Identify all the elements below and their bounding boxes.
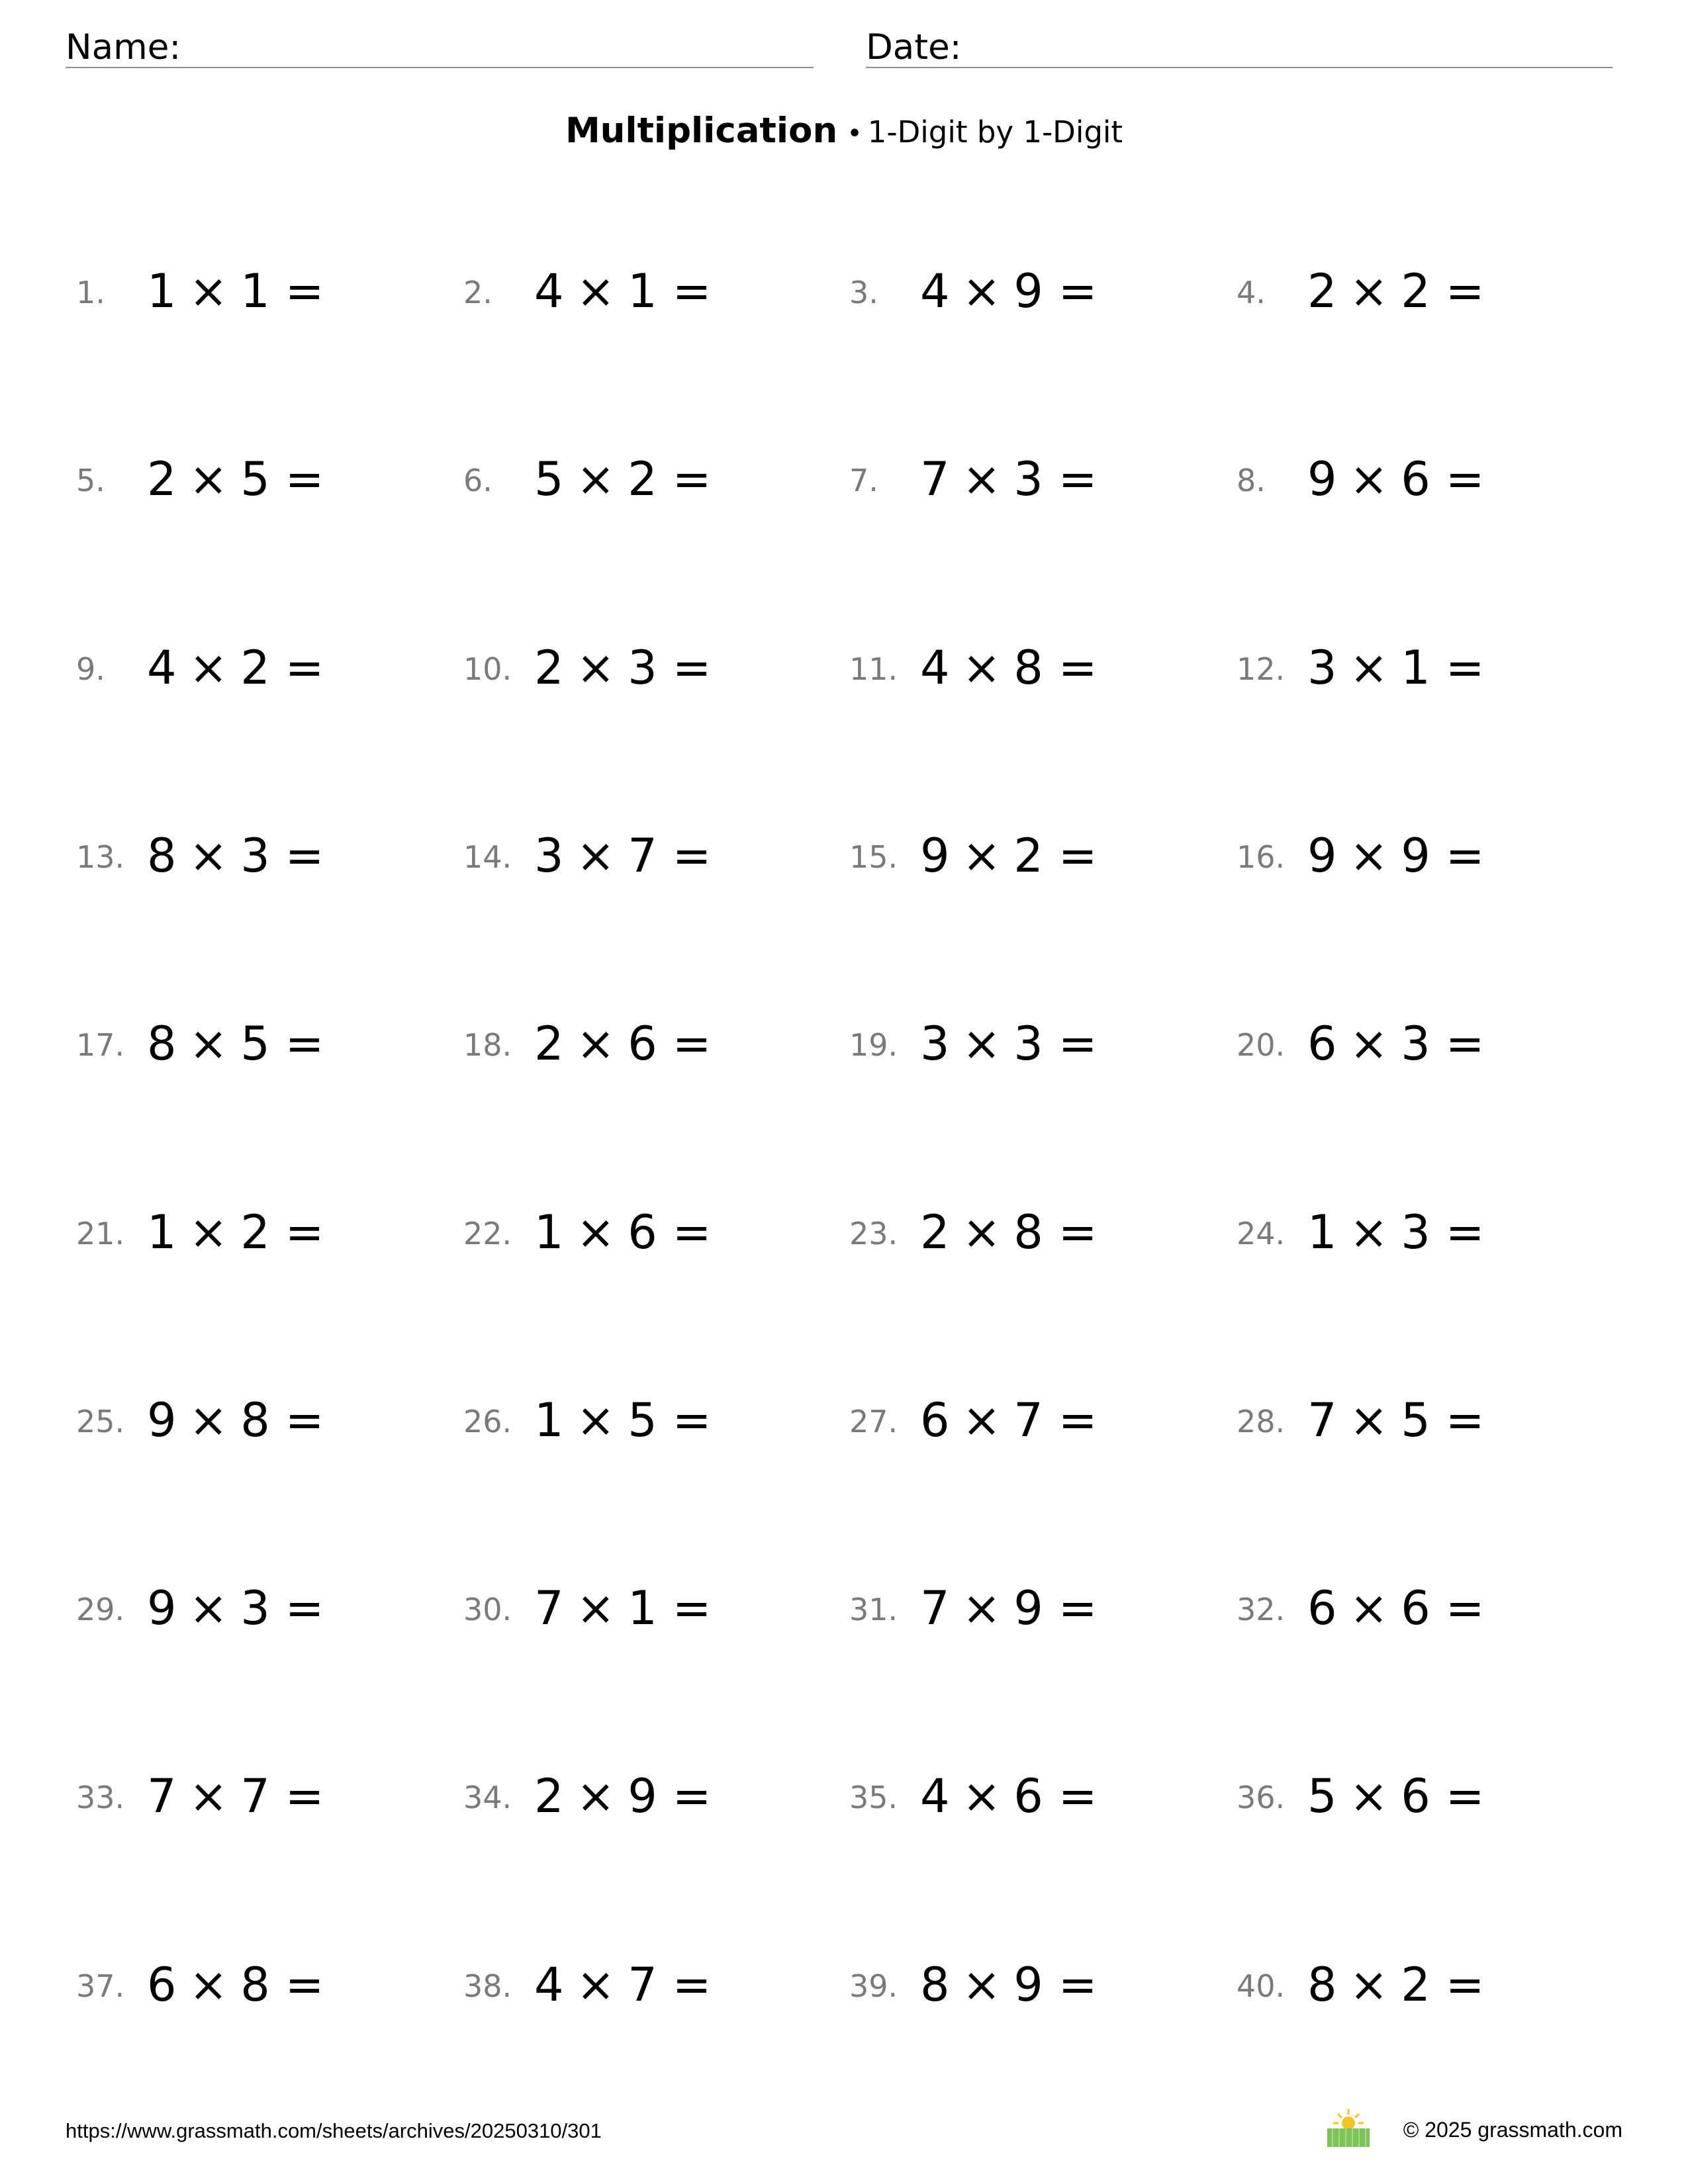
operand-b: 3 bbox=[1013, 452, 1044, 506]
problem-expression bbox=[534, 1014, 712, 1073]
operand-b: 1 bbox=[240, 264, 271, 318]
problem-number: 2. bbox=[463, 275, 492, 310]
problem-number: 38. bbox=[463, 1968, 512, 2004]
equals-sign: = bbox=[285, 264, 325, 318]
problem-number: 35. bbox=[849, 1780, 898, 1815]
problem-expression bbox=[1307, 638, 1485, 698]
date-label: Date: bbox=[866, 27, 962, 68]
operand-a: 3 bbox=[534, 829, 565, 883]
problem-number: 1. bbox=[76, 275, 105, 310]
problem-number: 14. bbox=[463, 839, 512, 875]
multiply-operator: × bbox=[1349, 452, 1389, 506]
equals-sign: = bbox=[672, 1393, 712, 1447]
problem-number: 34. bbox=[463, 1780, 512, 1815]
equals-sign: = bbox=[1058, 641, 1098, 695]
problem-number: 9. bbox=[76, 651, 105, 687]
problem-expression bbox=[1307, 826, 1485, 886]
equals-sign: = bbox=[1445, 1205, 1485, 1259]
problem-number: 13. bbox=[76, 839, 125, 875]
problem-expression bbox=[534, 1766, 712, 1826]
problem-expression bbox=[147, 1203, 324, 1262]
multiply-operator: × bbox=[962, 1205, 1002, 1259]
equals-sign: = bbox=[672, 829, 712, 883]
operand-b: 5 bbox=[240, 1017, 271, 1071]
operand-a: 2 bbox=[534, 1769, 565, 1823]
operand-b: 8 bbox=[1013, 1205, 1044, 1259]
equals-sign: = bbox=[1058, 1393, 1098, 1447]
multiply-operator: × bbox=[1349, 1017, 1389, 1071]
operand-a: 8 bbox=[1307, 1958, 1338, 2012]
operand-b: 5 bbox=[240, 452, 271, 506]
problem-number: 36. bbox=[1237, 1780, 1286, 1815]
multiply-operator: × bbox=[1349, 264, 1389, 318]
equals-sign: = bbox=[1445, 264, 1485, 318]
multiply-operator: × bbox=[189, 829, 229, 883]
problem-number: 31. bbox=[849, 1592, 898, 1627]
equals-sign: = bbox=[1445, 829, 1485, 883]
title-subtitle: 1-Digit by 1-Digit bbox=[867, 114, 1123, 150]
equals-sign: = bbox=[285, 1017, 325, 1071]
multiply-operator: × bbox=[962, 1769, 1002, 1823]
equals-sign: = bbox=[285, 641, 325, 695]
operand-b: 7 bbox=[628, 829, 658, 883]
operand-a: 5 bbox=[1307, 1769, 1338, 1823]
problem-number: 10. bbox=[463, 651, 512, 687]
multiply-operator: × bbox=[1349, 1958, 1389, 2012]
problem-number: 40. bbox=[1237, 1968, 1286, 2004]
operand-b: 2 bbox=[240, 641, 271, 695]
operand-a: 1 bbox=[147, 264, 177, 318]
problem-number: 15. bbox=[849, 839, 898, 875]
operand-a: 2 bbox=[534, 1017, 565, 1071]
operand-b: 2 bbox=[1401, 1958, 1431, 2012]
multiply-operator: × bbox=[576, 1393, 616, 1447]
operand-a: 6 bbox=[1307, 1581, 1338, 1635]
problem-expression bbox=[920, 1203, 1098, 1262]
operand-b: 6 bbox=[1401, 452, 1431, 506]
equals-sign: = bbox=[1445, 1958, 1485, 2012]
operand-a: 6 bbox=[920, 1393, 951, 1447]
operand-a: 4 bbox=[920, 641, 951, 695]
multiply-operator: × bbox=[189, 1393, 229, 1447]
operand-b: 6 bbox=[628, 1205, 658, 1259]
operand-a: 2 bbox=[147, 452, 177, 506]
operand-a: 2 bbox=[534, 641, 565, 695]
operand-a: 2 bbox=[920, 1205, 951, 1259]
problem-number: 5. bbox=[76, 463, 105, 498]
footer-url: https://www.grassmath.com/sheets/archives/20250310/301 bbox=[66, 2119, 602, 2142]
problem-expression bbox=[920, 261, 1098, 321]
problem-expression bbox=[920, 638, 1098, 698]
multiply-operator: × bbox=[962, 1958, 1002, 2012]
equals-sign: = bbox=[1445, 1769, 1485, 1823]
operand-a: 9 bbox=[147, 1393, 177, 1447]
multiply-operator: × bbox=[576, 1205, 616, 1259]
multiply-operator: × bbox=[576, 264, 616, 318]
equals-sign: = bbox=[285, 1205, 325, 1259]
operand-a: 6 bbox=[147, 1958, 177, 2012]
operand-b: 7 bbox=[1013, 1393, 1044, 1447]
operand-b: 3 bbox=[1013, 1017, 1044, 1071]
equals-sign: = bbox=[285, 452, 325, 506]
equals-sign: = bbox=[1445, 641, 1485, 695]
operand-a: 2 bbox=[1307, 264, 1338, 318]
problem-number: 11. bbox=[849, 651, 898, 687]
multiply-operator: × bbox=[1349, 641, 1389, 695]
equals-sign: = bbox=[285, 1393, 325, 1447]
equals-sign: = bbox=[1445, 1393, 1485, 1447]
operand-b: 9 bbox=[1013, 1581, 1044, 1635]
problem-number: 26. bbox=[463, 1404, 512, 1439]
operand-a: 1 bbox=[534, 1393, 565, 1447]
operand-a: 3 bbox=[920, 1017, 951, 1071]
equals-sign: = bbox=[1058, 829, 1098, 883]
operand-b: 2 bbox=[628, 452, 658, 506]
multiply-operator: × bbox=[962, 264, 1002, 318]
equals-sign: = bbox=[1058, 452, 1098, 506]
operand-b: 7 bbox=[628, 1958, 658, 2012]
multiply-operator: × bbox=[962, 1581, 1002, 1635]
operand-a: 1 bbox=[534, 1205, 565, 1259]
problem-number: 17. bbox=[76, 1027, 125, 1063]
operand-a: 1 bbox=[1307, 1205, 1338, 1259]
problem-expression bbox=[534, 826, 712, 886]
problem-number: 3. bbox=[849, 275, 878, 310]
operand-b: 1 bbox=[1401, 641, 1431, 695]
problem-expression bbox=[920, 1014, 1098, 1073]
multiply-operator: × bbox=[1349, 1393, 1389, 1447]
operand-a: 7 bbox=[534, 1581, 565, 1635]
problem-number: 32. bbox=[1237, 1592, 1286, 1627]
multiply-operator: × bbox=[1349, 1769, 1389, 1823]
footer-copyright: © 2025 grassmath.com bbox=[1403, 2118, 1622, 2142]
multiply-operator: × bbox=[189, 641, 229, 695]
operand-b: 9 bbox=[1013, 264, 1044, 318]
equals-sign: = bbox=[1058, 1205, 1098, 1259]
problem-expression bbox=[534, 449, 712, 509]
problem-number: 39. bbox=[849, 1968, 898, 2004]
multiply-operator: × bbox=[189, 1205, 229, 1259]
multiply-operator: × bbox=[576, 1581, 616, 1635]
problem-number: 4. bbox=[1237, 275, 1266, 310]
problem-number: 29. bbox=[76, 1592, 125, 1627]
operand-a: 7 bbox=[920, 1581, 951, 1635]
operand-a: 4 bbox=[920, 264, 951, 318]
multiply-operator: × bbox=[962, 829, 1002, 883]
operand-b: 6 bbox=[628, 1017, 658, 1071]
problem-expression bbox=[1307, 1578, 1485, 1638]
equals-sign: = bbox=[672, 264, 712, 318]
problem-expression bbox=[1307, 1390, 1485, 1450]
problem-expression bbox=[147, 638, 324, 698]
equals-sign: = bbox=[285, 1769, 325, 1823]
operand-b: 5 bbox=[1401, 1393, 1431, 1447]
multiply-operator: × bbox=[1349, 829, 1389, 883]
problem-expression bbox=[534, 1955, 712, 2015]
name-label: Name: bbox=[66, 27, 181, 68]
operand-a: 9 bbox=[147, 1581, 177, 1635]
problem-number: 37. bbox=[76, 1968, 125, 2004]
problem-expression bbox=[1307, 261, 1485, 321]
problem-expression bbox=[920, 1766, 1098, 1826]
equals-sign: = bbox=[672, 1581, 712, 1635]
operand-b: 1 bbox=[628, 264, 658, 318]
problem-expression bbox=[147, 826, 324, 886]
operand-b: 6 bbox=[1401, 1769, 1431, 1823]
problem-expression bbox=[920, 449, 1098, 509]
problem-expression bbox=[534, 1578, 712, 1638]
operand-a: 9 bbox=[1307, 452, 1338, 506]
multiply-operator: × bbox=[576, 452, 616, 506]
multiply-operator: × bbox=[189, 1581, 229, 1635]
operand-b: 3 bbox=[240, 829, 271, 883]
operand-b: 8 bbox=[240, 1393, 271, 1447]
problem-expression bbox=[534, 1203, 712, 1262]
operand-a: 3 bbox=[1307, 641, 1338, 695]
title-bullet: • bbox=[847, 118, 863, 149]
problem-number: 30. bbox=[463, 1592, 512, 1627]
multiply-operator: × bbox=[189, 452, 229, 506]
operand-a: 4 bbox=[920, 1769, 951, 1823]
problem-expression bbox=[147, 261, 324, 321]
problem-expression bbox=[920, 826, 1098, 886]
equals-sign: = bbox=[672, 1017, 712, 1071]
problem-number: 23. bbox=[849, 1216, 898, 1251]
problem-expression bbox=[920, 1955, 1098, 2015]
equals-sign: = bbox=[285, 829, 325, 883]
problem-expression bbox=[534, 261, 712, 321]
operand-a: 8 bbox=[147, 829, 177, 883]
operand-b: 3 bbox=[1401, 1017, 1431, 1071]
multiply-operator: × bbox=[962, 1393, 1002, 1447]
operand-b: 3 bbox=[1401, 1205, 1431, 1259]
multiply-operator: × bbox=[189, 1958, 229, 2012]
problem-number: 19. bbox=[849, 1027, 898, 1063]
equals-sign: = bbox=[672, 452, 712, 506]
operand-a: 7 bbox=[147, 1769, 177, 1823]
problem-expression bbox=[1307, 1014, 1485, 1073]
equals-sign: = bbox=[1058, 1017, 1098, 1071]
equals-sign: = bbox=[672, 1769, 712, 1823]
operand-a: 7 bbox=[1307, 1393, 1338, 1447]
operand-a: 5 bbox=[534, 452, 565, 506]
multiply-operator: × bbox=[1349, 1205, 1389, 1259]
operand-a: 8 bbox=[147, 1017, 177, 1071]
operand-b: 9 bbox=[1013, 1958, 1044, 2012]
operand-b: 9 bbox=[628, 1769, 658, 1823]
problem-expression bbox=[534, 638, 712, 698]
equals-sign: = bbox=[1058, 1958, 1098, 2012]
operand-b: 1 bbox=[628, 1581, 658, 1635]
operand-a: 4 bbox=[534, 1958, 565, 2012]
problem-number: 27. bbox=[849, 1404, 898, 1439]
multiply-operator: × bbox=[189, 1017, 229, 1071]
equals-sign: = bbox=[672, 1958, 712, 2012]
multiply-operator: × bbox=[1349, 1581, 1389, 1635]
equals-sign: = bbox=[285, 1958, 325, 2012]
problem-expression bbox=[1307, 1955, 1485, 2015]
operand-b: 2 bbox=[1401, 264, 1431, 318]
operand-a: 9 bbox=[1307, 829, 1338, 883]
equals-sign: = bbox=[1058, 1769, 1098, 1823]
problem-number: 18. bbox=[463, 1027, 512, 1063]
equals-sign: = bbox=[1058, 1581, 1098, 1635]
multiply-operator: × bbox=[576, 1017, 616, 1071]
problem-number: 25. bbox=[76, 1404, 125, 1439]
problem-expression bbox=[147, 1390, 324, 1450]
problem-number: 7. bbox=[849, 463, 878, 498]
grass-sun-logo-icon bbox=[1326, 2109, 1371, 2148]
equals-sign: = bbox=[1445, 1017, 1485, 1071]
problem-expression bbox=[920, 1578, 1098, 1638]
multiply-operator: × bbox=[576, 641, 616, 695]
problem-number: 8. bbox=[1237, 463, 1266, 498]
problem-number: 12. bbox=[1237, 651, 1286, 687]
multiply-operator: × bbox=[962, 641, 1002, 695]
problem-number: 21. bbox=[76, 1216, 125, 1251]
operand-b: 7 bbox=[240, 1769, 271, 1823]
operand-a: 7 bbox=[920, 452, 951, 506]
operand-b: 6 bbox=[1013, 1769, 1044, 1823]
problem-expression bbox=[147, 1014, 324, 1073]
problem-expression bbox=[147, 1766, 324, 1826]
equals-sign: = bbox=[672, 641, 712, 695]
operand-a: 6 bbox=[1307, 1017, 1338, 1071]
operand-b: 3 bbox=[240, 1581, 271, 1635]
problem-expression bbox=[147, 449, 324, 509]
operand-b: 2 bbox=[1013, 829, 1044, 883]
equals-sign: = bbox=[1445, 1581, 1485, 1635]
problem-number: 24. bbox=[1237, 1216, 1286, 1251]
problem-number: 33. bbox=[76, 1780, 125, 1815]
operand-b: 9 bbox=[1401, 829, 1431, 883]
operand-b: 6 bbox=[1401, 1581, 1431, 1635]
operand-b: 8 bbox=[240, 1958, 271, 2012]
multiply-operator: × bbox=[576, 829, 616, 883]
problem-expression bbox=[147, 1578, 324, 1638]
multiply-operator: × bbox=[962, 1017, 1002, 1071]
operand-a: 8 bbox=[920, 1958, 951, 2012]
operand-a: 1 bbox=[147, 1205, 177, 1259]
multiply-operator: × bbox=[189, 264, 229, 318]
problem-expression bbox=[1307, 1203, 1485, 1262]
problem-number: 20. bbox=[1237, 1027, 1286, 1063]
equals-sign: = bbox=[1445, 452, 1485, 506]
operand-a: 9 bbox=[920, 829, 951, 883]
operand-b: 3 bbox=[628, 641, 658, 695]
problem-expression bbox=[920, 1390, 1098, 1450]
multiply-operator: × bbox=[189, 1769, 229, 1823]
operand-a: 4 bbox=[534, 264, 565, 318]
equals-sign: = bbox=[1058, 264, 1098, 318]
equals-sign: = bbox=[672, 1205, 712, 1259]
problem-number: 22. bbox=[463, 1216, 512, 1251]
problem-number: 28. bbox=[1237, 1404, 1286, 1439]
multiply-operator: × bbox=[962, 452, 1002, 506]
title-main: Multiplication bbox=[565, 111, 838, 151]
operand-b: 2 bbox=[240, 1205, 271, 1259]
problem-expression bbox=[1307, 449, 1485, 509]
equals-sign: = bbox=[285, 1581, 325, 1635]
multiply-operator: × bbox=[576, 1958, 616, 2012]
problem-number: 6. bbox=[463, 463, 492, 498]
problem-expression bbox=[534, 1390, 712, 1450]
problem-number: 16. bbox=[1237, 839, 1286, 875]
multiply-operator: × bbox=[576, 1769, 616, 1823]
problem-expression bbox=[1307, 1766, 1485, 1826]
operand-a: 4 bbox=[147, 641, 177, 695]
operand-b: 8 bbox=[1013, 641, 1044, 695]
operand-b: 5 bbox=[628, 1393, 658, 1447]
problem-expression bbox=[147, 1955, 324, 2015]
